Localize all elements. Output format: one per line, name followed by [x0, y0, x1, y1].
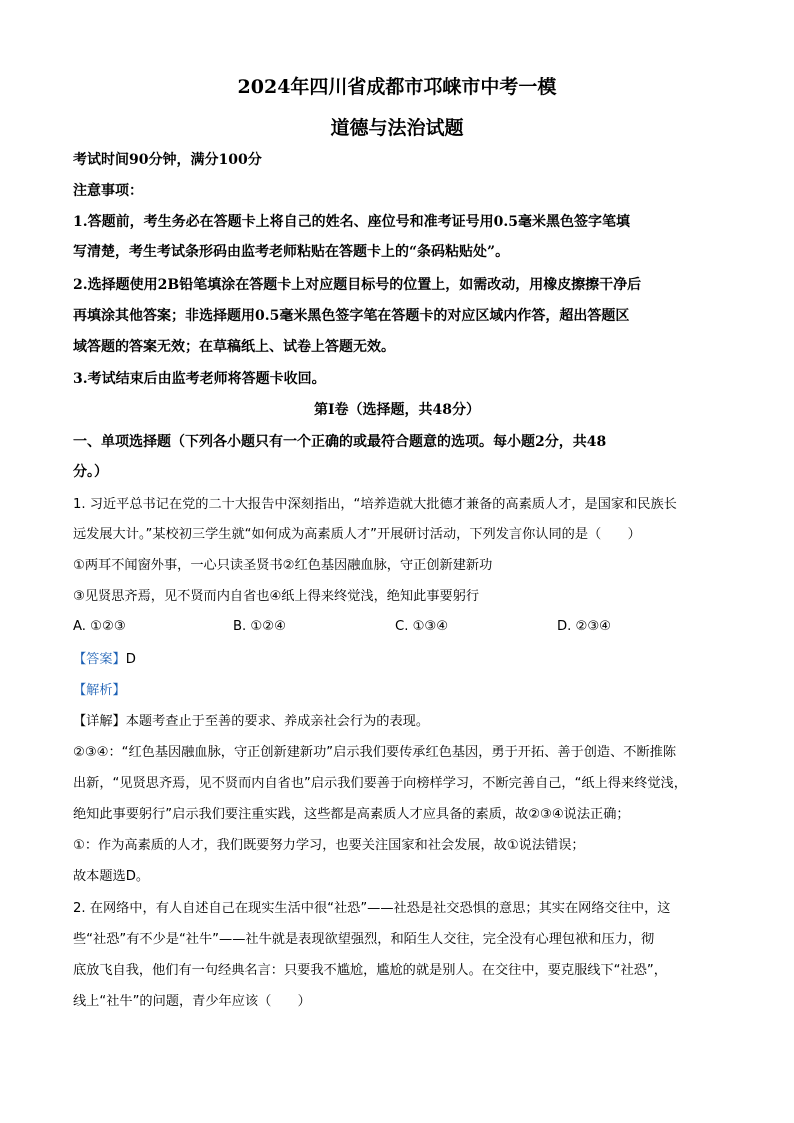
- q1-statement-line-1: ①两耳不闻窗外事，一心只读圣贤书②红色基因融血脉，守正创新建新功: [73, 558, 493, 573]
- q1-statement-line-2: ③见贤思齐焉，见不贤而内自省也④纸上得来终觉浅，绝知此事要躬行: [73, 589, 480, 604]
- q1-option-b: B. ①②④: [233, 619, 286, 634]
- exam-time-info: 考试时间90分钟，满分100分: [73, 152, 262, 168]
- q1-conclusion: 故本题选D。: [73, 869, 150, 884]
- analysis-tag: 【解析】: [73, 683, 126, 698]
- part-heading-line-2: 分。）: [73, 464, 108, 480]
- part-heading-line-1: 一、单项选择题（下列各小题只有一个正确的或最符合题意的选项。每小题2分，共48: [73, 434, 607, 450]
- q1-explanation-line-1: ②③④：“红色基因融血脉，守正创新建新功”启示我们要传承红色基因，勇于开拓、善于创造、不断推陈: [73, 745, 677, 760]
- detail-tag: 【详解】: [73, 714, 126, 729]
- answer-tag: 【答案】: [73, 652, 126, 667]
- notice-label: 注意事项：: [73, 183, 143, 199]
- q1-analysis-tag: [73, 681, 723, 701]
- q1-explanation-line-3: 绝知此事要躬行”启示我们要注重实践，这些都是高素质人才应具备的素质，故②③④说法正确；: [73, 807, 630, 822]
- q1-option-c: C. ①③④: [395, 619, 449, 634]
- notice-item-2-line-3: 域答题的答案无效；在草稿纸上、试卷上答题无效。: [73, 339, 395, 355]
- notice-item-1-line-1: 1.答题前，考生务必在答题卡上将自己的姓名、座位号和准考证号用0.5毫米黑色签字笔填: [73, 214, 630, 230]
- q1-explanation-line-2: 出新，“见贤思齐焉，见不贤而内自省也”启示我们要善于向榜样学习，不断完善自己，“纸上得来终觉浅，: [73, 776, 687, 791]
- answer-value: D: [125, 652, 136, 667]
- q1-option-d: D. ②③④: [557, 619, 612, 634]
- exam-title: 2024年四川省成都市邛崃市中考一模: [237, 76, 557, 98]
- notice-item-2-line-1: 2.选择题使用2B铅笔填涂在答题卡上对应题目标号的位置上，如需改动，用橡皮擦擦干净后: [73, 277, 642, 293]
- q1-explanation-line-4: ①：作为高素质的人才，我们既要努力学习，也要关注国家和社会发展，故①说法错误；: [73, 838, 585, 853]
- notice-item-2-line-2: 再填涂其他答案；非选择题用0.5毫米黑色签字笔在答题卡的对应区域内作答，超出答题区: [73, 308, 630, 324]
- exam-subtitle: 道德与法治试题: [330, 117, 464, 139]
- q2-stem-line-3: 底放飞自我，他们有一句经典名言：只要我不尴尬，尴尬的就是别人。在交往中，要克服线下“社恐”，: [73, 963, 667, 978]
- volume-title: 第Ⅰ卷（选择题，共48分）: [313, 402, 481, 418]
- notice-item-1-line-2: 写清楚，考生考试条形码由监考老师粘贴在答题卡上的“条码粘贴处”。: [73, 244, 510, 260]
- detail-text: 本题考查止于至善的要求、养成亲社会行为的表现。: [125, 714, 430, 729]
- q1-answer: [73, 650, 723, 670]
- q1-stem-line-2: 远发展大计。”某校初三学生就“如何成为高素质人才”开展研讨活动，下列发言你认同的是（ ）: [73, 527, 641, 542]
- q1-detail: [73, 712, 723, 732]
- q1-stem-line-1: 1. 习近平总书记在党的二十大报告中深刻指出，“培养造就大批德才兼备的高素质人才，是国家和民族长: [73, 497, 677, 512]
- q2-stem-line-2: 些“社恐”有不少是“社牛”——社牛就是表现欲望强烈，和陌生人交往，完全没有心理包袱和压力，彻: [73, 932, 655, 947]
- q2-stem-line-4: 线上“社牛”的问题，青少年应该（ ）: [73, 994, 311, 1009]
- q1-option-a: A. ①②③: [73, 619, 126, 634]
- notice-item-3: 3.考试结束后由监考老师将答题卡收回。: [73, 371, 326, 387]
- q2-stem-line-1: 2. 在网络中，有人自述自己在现实生活中很“社恐”——社恐是社交恐惧的意思；其实在网络交往中，这: [73, 901, 671, 916]
